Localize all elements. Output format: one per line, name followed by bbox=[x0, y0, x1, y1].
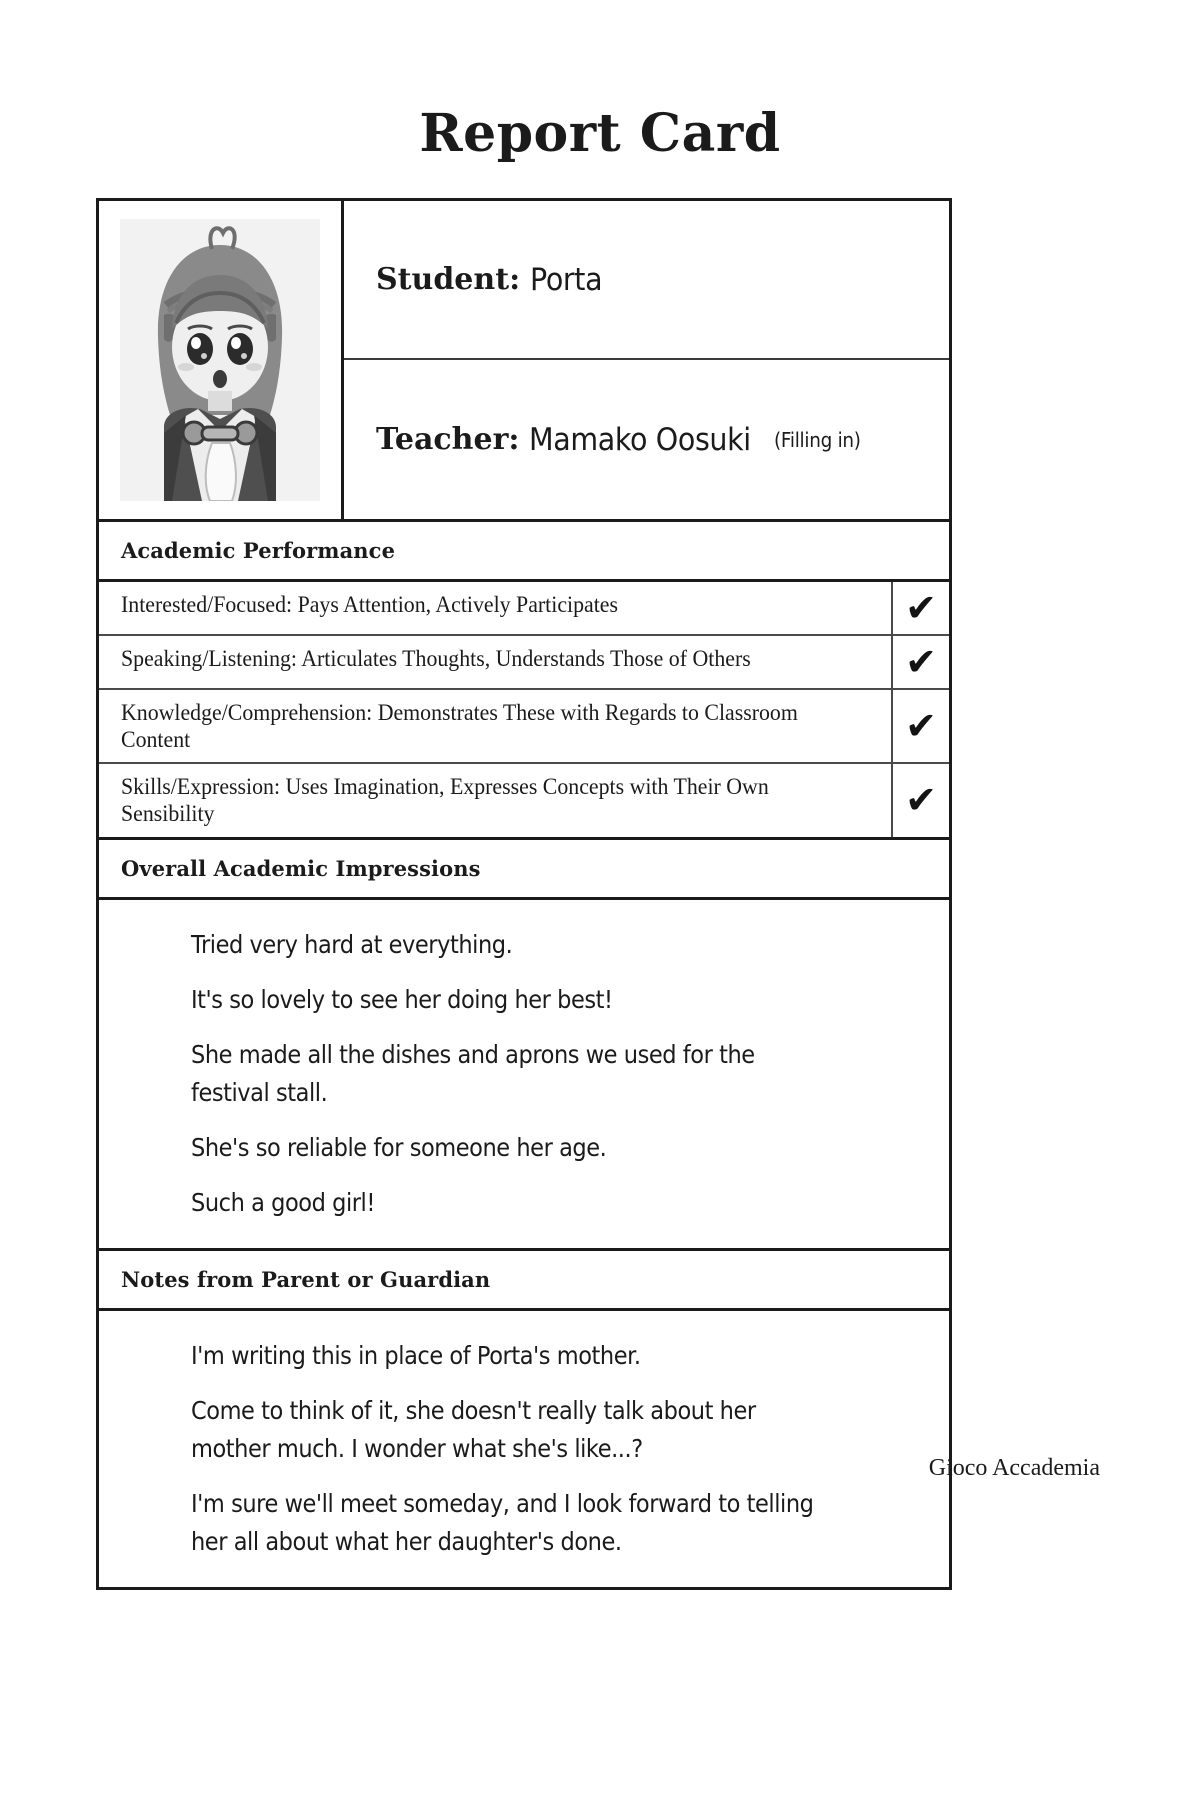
student-name-value: Porta bbox=[530, 261, 603, 298]
criteria-label: Speaking/Listening: Articulates Thoughts, Understands Those of Others bbox=[121, 646, 751, 671]
parent-note-line: I'm sure we'll meet someday, and I look forward to telling her all about what her daughter's done. bbox=[191, 1488, 814, 1556]
teacher-row bbox=[344, 360, 949, 519]
impression-line: She's so reliable for someone her age. bbox=[191, 1132, 607, 1162]
impression-line: She made all the dishes and aprons we used for the festival stall. bbox=[191, 1039, 755, 1107]
teacher-filling-in-note: (Filling in) bbox=[773, 427, 861, 452]
criteria-label: Interested/Focused: Pays Attention, Actively Participates bbox=[121, 592, 618, 617]
impression-line: Such a good girl! bbox=[191, 1187, 375, 1217]
criteria-label: Knowledge/Comprehension: Demonstrates These with Regards to Classroom Content bbox=[121, 700, 798, 753]
academic-criteria-list bbox=[99, 582, 949, 840]
criteria-row bbox=[99, 764, 949, 836]
student-row bbox=[344, 201, 949, 360]
parent-note-line: I'm writing this in place of Porta's mother. bbox=[191, 1340, 641, 1370]
criteria-checkmark[interactable]: ✔ bbox=[891, 764, 949, 836]
parent-notes-heading: Notes from Parent or Guardian bbox=[99, 1251, 949, 1311]
impression-line: Tried very hard at everything. bbox=[191, 929, 513, 959]
academic-performance-heading: Academic Performance bbox=[99, 522, 949, 582]
teacher-name-value: Mamako Oosuki bbox=[529, 421, 752, 458]
criteria-label: Skills/Expression: Uses Imagination, Expresses Concepts with Their Own Sensibility bbox=[121, 774, 769, 827]
criteria-checkmark[interactable]: ✔ bbox=[891, 582, 949, 634]
student-portrait-illustration bbox=[120, 219, 320, 501]
parent-notes-body bbox=[99, 1311, 949, 1587]
parent-note-line: Come to think of it, she doesn't really talk about her mother much. I wonder what she's like...? bbox=[191, 1395, 756, 1463]
student-label: Student: bbox=[376, 262, 521, 297]
criteria-row bbox=[99, 690, 949, 764]
criteria-checkmark[interactable]: ✔ bbox=[891, 690, 949, 762]
identity-fields bbox=[344, 201, 949, 519]
overall-impressions-heading: Overall Academic Impressions bbox=[99, 840, 949, 900]
criteria-row bbox=[99, 636, 949, 690]
identity-section bbox=[99, 201, 949, 522]
criteria-checkmark[interactable]: ✔ bbox=[891, 636, 949, 688]
page-title: Report Card bbox=[419, 103, 781, 164]
photo-cell bbox=[99, 201, 344, 519]
school-name-footer: Gioco Accademia bbox=[928, 1455, 1100, 1481]
student-photo bbox=[120, 219, 320, 501]
teacher-label: Teacher: bbox=[376, 422, 520, 457]
criteria-row bbox=[99, 582, 949, 636]
overall-impressions-body bbox=[99, 900, 949, 1251]
report-card-table bbox=[96, 198, 952, 1590]
impression-line: It's so lovely to see her doing her best! bbox=[191, 984, 613, 1014]
